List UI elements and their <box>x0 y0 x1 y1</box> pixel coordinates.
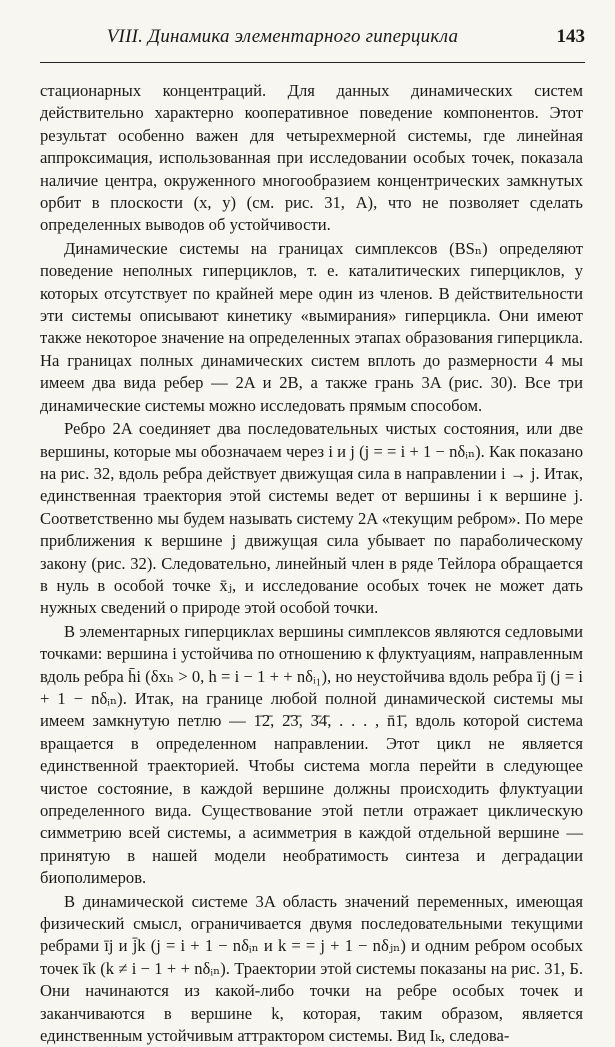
page-header <box>40 26 585 56</box>
paragraph-edge-2a: Ребро 2A соединяет два последовательных чистых состояния, или две вершины, которые мы обозначаем через i и j (j = = i + 1 − nδᵢₙ). Как показано на рис. 32, вдоль ребра действует движущая сила в направлении i → j. Итак, единственная траектория этой системы ведет от вершины i к вершине j. Соответственно мы будем называть систему 2A «текущим ребром». По мере приближения к вершине j движущая сила убывает по параболическому закону (рис. 32). Следовательно, линейный член в ряде Тейлора обращается в нуль в особой точке x̄ⱼ, и исследование особых точек не может дать нужных сведений о природе этой особой точки. <box>40 419 583 618</box>
running-title: VIII. Динамика элементарного гиперцикла <box>106 26 459 47</box>
paragraph-system-3a: В динамической системе 3A область значений переменных, имеющая физический смысл, ограничивается двумя последовательными текущими ребрами īj и j̄k (j = i + 1 − nδᵢₙ и k = = j + 1 − nδⱼₙ) и одним ребром особых точек īk (k ≠ i − 1 + + nδᵢₙ). Траектории этой системы показаны на рис. 31, Б. Они начинаются из какой-либо точки на ребре особых точек и заканчиваются в вершине k, которая, таким образом, является единственным устойчивым аттрактором системы. Вид Iₖ, следова- <box>40 891 583 1046</box>
paragraph-saddle-points: В элементарных гиперциклах вершины симплексов являются седловыми точками: вершина i устойчива по отношению к флуктуациям, направленным вдоль ребра h̄i (δxₕ > 0, h = i − 1 + + nδᵢ₁), но неустойчива вдоль ребра īj (j = i + 1 − nδᵢₙ). Итак, на границе любой полной динамической системы мы имеем замкнутую петлю — 1̄2̄, 2̄3̄, 3̄4̄, . . . , n̄1̄, вдоль которой система вращается в определенном направлении. Этот цикл не является единственной траекторией. Чтобы система могла перейти в следующее чистое состояние, в каждой вершине должны происходить флуктуации определенного вида. Существование этой петли отражает циклическую симметрию всей системы, а асимметрия в каждой отдельной вершине — принятую в нашей модели необратимость синтеза и деградации биополимеров. <box>40 621 583 888</box>
body-text <box>40 80 583 1047</box>
paragraph-boundary-systems: Динамические системы на границах симплексов (BSₙ) определяют поведение неполных гиперциклов, т. е. каталитических гиперциклов, у которых отсутствует по крайней мере один из членов. В действительности эти системы описывают кинетику «вымирания» гиперцикла. Они имеют также некоторое значение на определенных этапах образования гиперцикла. На границах полных динамических систем вплоть до размерности 4 мы имеем два вида ребер — 2A и 2B, а также грань 3A (рис. 30). Все три динамические системы можно исследовать прямым способом. <box>40 238 583 415</box>
header-rule <box>40 62 585 63</box>
page-number: 143 <box>556 26 585 47</box>
paragraph-continuation: стационарных концентраций. Для данных динамических систем действительно характерно кооперативное поведение компонентов. Этот результат особенно важен для четырехмерной системы, где линейная аппроксимация, использованная при исследовании особых точек, показала наличие центра, окруженного многообразием концентрических замкнутых орбит в плоскости (x, y) (см. рис. 31, A), что не позволяет сделать определенных выводов об устойчивости. <box>40 81 583 235</box>
